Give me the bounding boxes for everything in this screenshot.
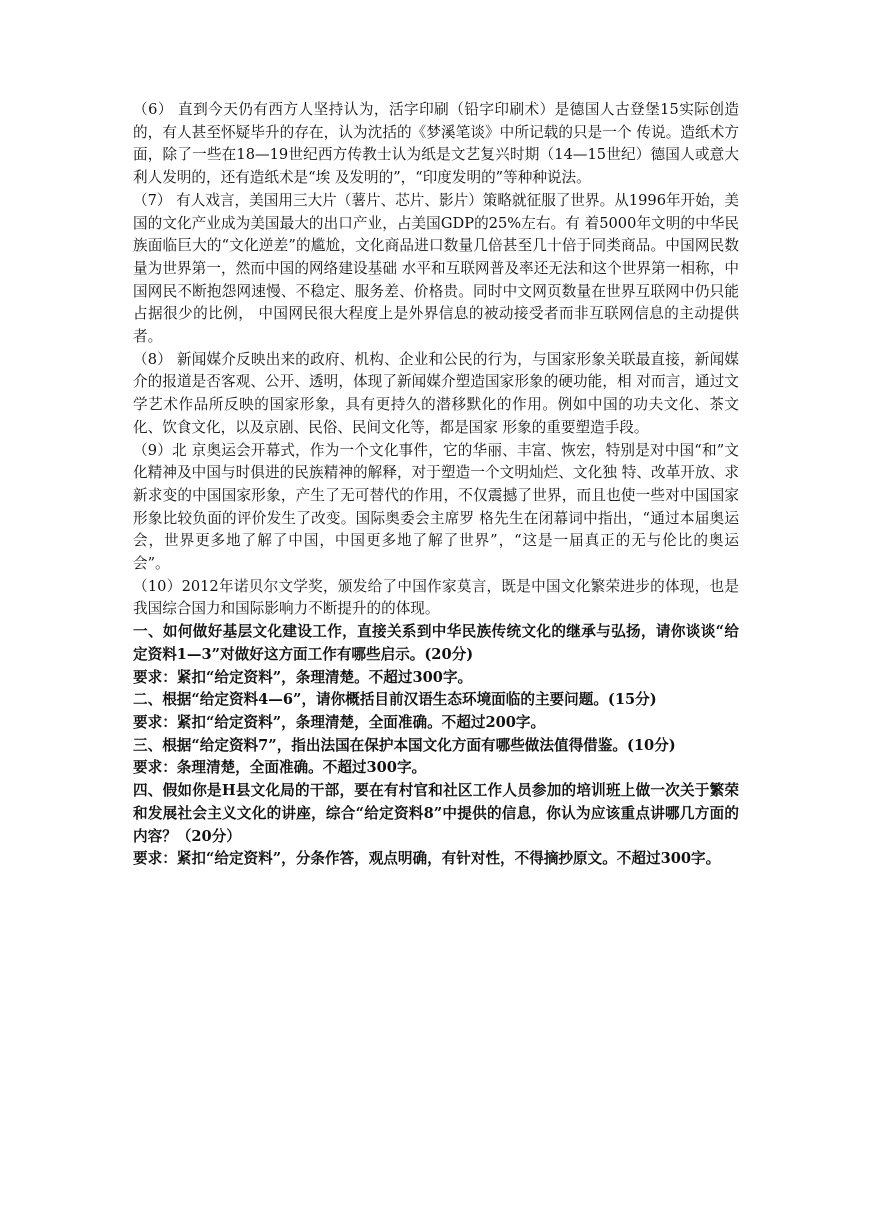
question-1: 一、如何做好基层文化建设工作，直接关系到中华民族传统文化的继承与弘扬，请你谈谈“给定资料1—3”对做好这方面工作有哪些启示。(20分): [133, 623, 739, 663]
material-paragraph-7: （7） 有人戏言，美国用三大片（薯片、芯片、影片）策略就征服了世界。从1996年开始，美国的文化产业成为美国最大的出口产业，占美国GDP的25%左右。有 着5000年文明的中华民族面临巨大的“文化逆差”的尴尬，文化商品进口数量几倍甚至几十倍于同类商品。中国网民数量为世界第一，然而中国的网络建设基础 水平和互联网普及率还无法和这个世界第一相称，中国网民不断抱怨网速慢、不稳定、服务差、价格贵。同时中文网页数量在世界互联网中仍只能占据很少的比例， 中国网民很大程度上是外界信息的被动接受者而非互联网信息的主动提供者。: [133, 191, 739, 346]
question-4-requirement: 要求：紧扣“给定资料”，分条作答，观点明确，有针对性，不得摘抄原文。不超过300字。: [133, 850, 721, 868]
material-paragraph-10: （10）2012年诺贝尔文学奖，颁发给了中国作家莫言，既是中国文化繁荣进步的体现，也是我国综合国力和国际影响力不断提升的的体现。: [133, 577, 739, 618]
document-body: [133, 99, 739, 871]
material-paragraph-8: （8） 新闻媒介反映出来的政府、机构、企业和公民的行为，与国家形象关联最直接，新闻媒介的报道是否客观、公开、透明，体现了新闻媒介塑造国家形象的硬功能，相 对而言，通过文学艺术作品所反映的国家形象，具有更持久的潜移默化的作用。例如中国的功夫文化、茶文化、饮食文化，以及京剧、民俗、民间文化等，都是国家 形象的重要塑造手段。: [133, 350, 739, 436]
question-2-requirement: 要求：紧扣“给定资料”，条理清楚，全面准确。不超过200字。: [133, 713, 546, 731]
material-paragraph-6: （6） 直到今天仍有西方人坚持认为，活字印刷（铅字印刷术）是德国人古登堡15实际创造的，有人甚至怀疑毕升的存在，认为沈括的《梦溪笔谈》中所记载的只是一个 传说。造纸术方面，除了一些在18—19世纪西方传教士认为纸是文艺复兴时期（14—15世纪）德国人或意大利人发明的，还有造纸术是“埃 及发明的”，“印度发明的”等种种说法。: [133, 101, 739, 187]
question-3-requirement: 要求：条理清楚，全面准确。不超过300字。: [133, 759, 427, 777]
material-paragraph-9: （9）北 京奥运会开幕式，作为一个文化事件，它的华丽、丰富、恢宏，特别是对中国“和”文化精神及中国与时俱进的民族精神的解释，对于塑造一个文明灿烂、文化独 特、改革开放、求新求变的中国国家形象，产生了无可替代的作用，不仅震撼了世界，而且也使一些对中国国家形象比较负面的评价发生了改变。国际奥委会主席罗 格先生在闭幕词中指出，“通过本届奥运会，世界更多地了解了中国，中国更多地了解了世界”，“这是一届真正的无与伦比的奥运会”。: [133, 441, 739, 573]
question-2: 二、根据“给定资料4—6”，请你概括目前汉语生态环境面临的主要问题。(15分): [133, 691, 657, 709]
question-4: 四、假如你是H县文化局的干部，要在有村官和社区工作人员参加的培训班上做一次关于繁荣和发展社会主义文化的讲座，综合“给定资料8”中提供的信息，你认为应该重点讲哪几方面的内容？（20分）: [133, 782, 739, 845]
question-3: 三、根据“给定资料7”，指出法国在保护本国文化方面有哪些做法值得借鉴。(10分): [133, 736, 676, 754]
question-1-requirement: 要求：紧扣“给定资料”，条理清楚。不超过300字。: [133, 668, 473, 686]
